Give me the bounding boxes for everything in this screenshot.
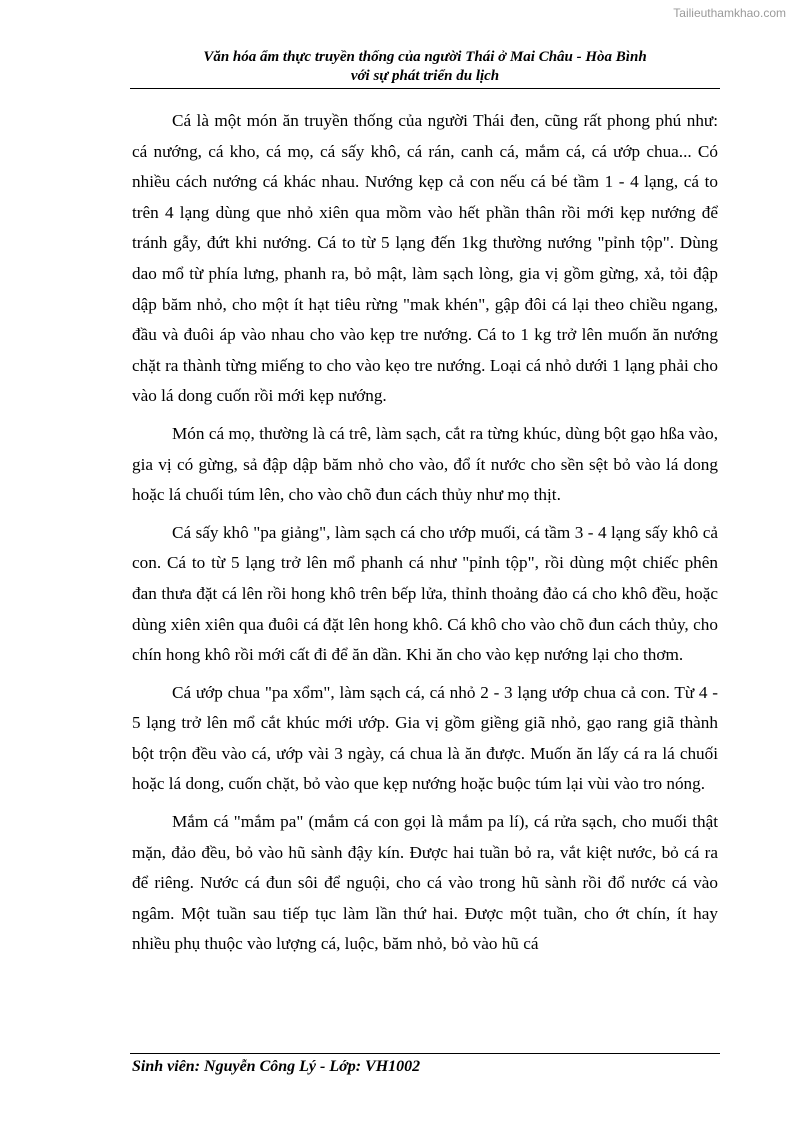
footer-divider: [130, 1053, 720, 1054]
paragraph-grilled-fish: Cá là một món ăn truyền thống của người Thái đen, cũng rất phong phú như: cá nướng, cá kho, cá mọ, cá sấy khô, cá rán, canh cá, mắm cá, cá ướp chua... Có nhiều cách nướng cá khác nhau. Nướng kẹp cả con nếu cá bé tầm 1 - 4 lạng, cá to trên 4 lạng dùng que nhỏ xiên qua mồm vào hết phần thân rồi mới kẹp nướng để tránh gẫy, đứt khi nướng. Cá to từ 5 lạng đến 1kg thường nướng "pỉnh tộp". Dùng dao mổ từ phía lưng, phanh ra, bỏ mật, làm sạch lòng, gia vị gồm gừng, xả, tỏi đập dập băm nhỏ, cho một ít hạt tiêu rừng "mak khén", gập đôi cá lại theo chiều ngang, đầu và đuôi áp vào nhau cho vào kẹp tre nướng. Cá to 1 kg trở lên muốn ăn nướng chặt ra thành từng miếng to cho vào kẹo tre nướng. Loại cá nhỏ dưới 1 lạng phải cho vào lá dong cuốn rồi mới kẹp nướng.: [132, 111, 718, 406]
header-divider: [130, 88, 720, 89]
document-body: [132, 106, 718, 967]
page-header: [130, 48, 720, 86]
header-title-line-2: với sự phát triển du lịch: [350, 68, 500, 84]
page-footer: Sinh viên: Nguyễn Công Lý - Lớp: VH1002: [132, 1058, 421, 1075]
header-title-line-1: Văn hóa ẩm thực truyền thống của người Thái ở Mai Châu - Hòa Bình: [203, 49, 647, 65]
paragraph-sour-fish: Cá ướp chua "pa xổm", làm sạch cá, cá nhỏ 2 - 3 lạng ướp chua cả con. Từ 4 - 5 lạng trở lên mổ cắt khúc mới ướp. Gia vị gồm giềng giã nhỏ, gạo rang giã thành bột trộn đều vào cá, ướp vài 3 ngày, cá chua là ăn được. Muốn ăn lấy cá ra lá chuối hoặc lá dong, cuốn chặt, bỏ vào que kẹp nướng hoặc buộc túm lại vùi vào tro nóng.: [132, 682, 718, 794]
paragraph-fish-sauce: Mắm cá "mắm pa" (mắm cá con gọi là mắm pa lí), cá rửa sạch, cho muối thật mặn, đảo đều, bỏ vào hũ sành đậy kín. Được hai tuần bỏ ra, vắt kiệt nước, bỏ cá ra để riêng. Nước cá đun sôi để nguội, cho cá vào trong hũ sành rồi đổ nước cá vào ngâm. Một tuần sau tiếp tục làm lần thứ hai. Được một tuần, cho ớt chín, ít hay nhiều phụ thuộc vào lượng cá, luộc, băm nhỏ, bỏ vào hũ cá: [132, 812, 718, 954]
paragraph-dried-fish: Cá sấy khô "pa giảng", làm sạch cá cho ướp muối, cá tầm 3 - 4 lạng sấy khô cả con. Cá to từ 5 lạng trở lên mổ phanh cá như "pỉnh tộp", rồi dùng một chiếc phên đan thưa đặt cá lên rồi hong khô trên bếp lửa, thỉnh thoảng đảo cá cho khô đều, hoặc dùng xiên xiên qua đuôi cá đặt lên hong khô. Cá khô cho vào chõ đun cách thủy, cho chín hong khô rồi mới cất đi để ăn dần. Khi ăn cho vào kẹp nướng lại cho thơm.: [132, 522, 718, 665]
paragraph-steamed-fish: Món cá mọ, thường là cá trê, làm sạch, cắt ra từng khúc, dùng bột gạo hßa vào, gia vị có gừng, sả đập dập băm nhỏ cho vào, đổ ít nước cho sền sệt bỏ vào lá dong hoặc lá chuối túm lên, cho vào chõ đun cách thủy như mọ thịt.: [132, 423, 718, 505]
watermark: Tailieuthamkhao.com: [673, 6, 786, 20]
